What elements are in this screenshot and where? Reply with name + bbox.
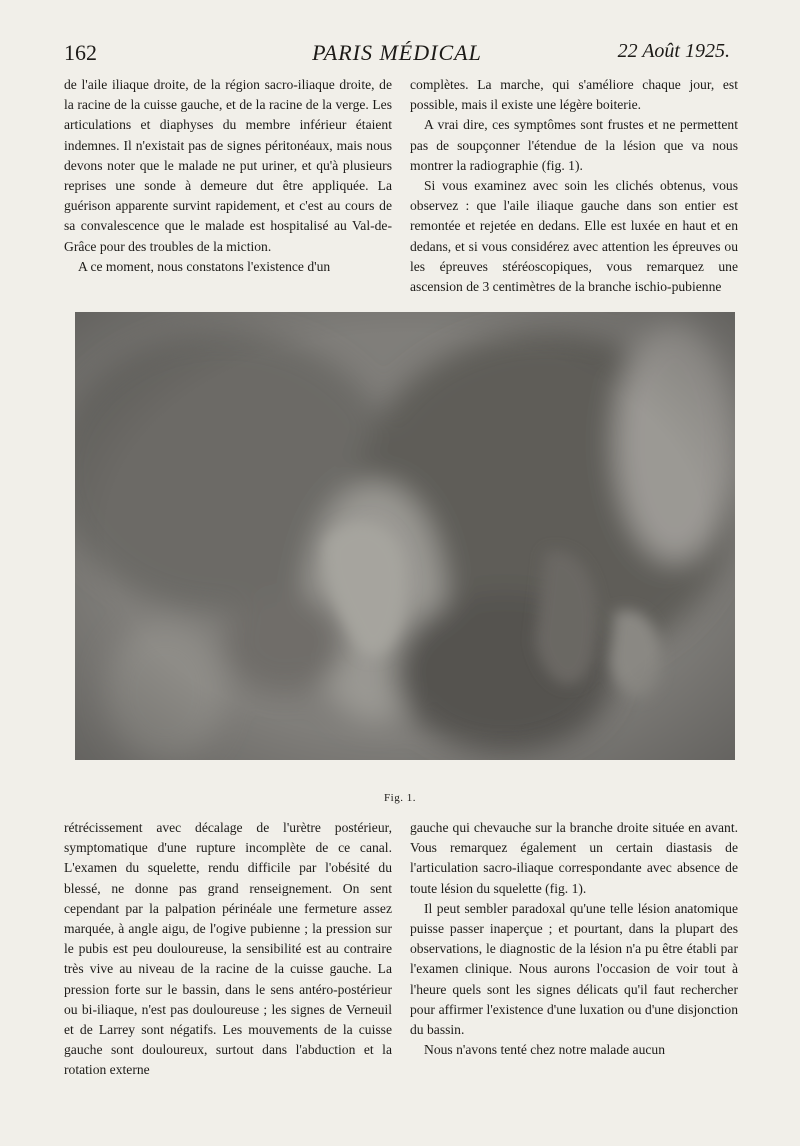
paragraph: A ce moment, nous constatons l'existence d'un — [78, 258, 331, 274]
column-top-left — [64, 75, 392, 277]
page-header — [64, 40, 730, 70]
paragraph: Il peut sembler paradoxal qu'une telle lésion anatomique puisse passer inaperçue ; et pourtant, dans la plupart des observations, le diagnostic de la lésion n'a pu être établi par l'examen clinique. Nous aurons l'occasion de voir tout à l'heure quels sont les signes délicats qu'il faut rechercher pour affirmer l'existence d'une luxation ou d'une disjonction du bassin. — [410, 900, 738, 1038]
paragraph: de l'aile iliaque droite, de la région sacro-iliaque droite, de la racine de la cuisse gauche, et de la racine de la verge. Les articulations et diaphyses du membre inférieur étaient indemnes. Il n'existait pas de signes péritonéaux, mais nous devons noter que le malade ne put uriner, et qu'à plusieurs reprises une sonde à demeure dut être appliquée. La guérison apparente survint rapidement, et c'est au cours de sa convalescence que le malade est hospitalisé au Val-de-Grâce pour des troubles de la miction. — [64, 77, 392, 254]
issue-date: 22 Août 1925. — [617, 40, 730, 62]
paragraph: gauche qui chevauche sur la branche droite située en avant. Vous remarquez également un certain diastasis de l'articulation sacro-iliaque correspondante avec absence de toute lésion du squelette (fig. 1). — [410, 820, 738, 896]
radiograph-figure — [75, 312, 735, 760]
column-bottom-left — [64, 818, 392, 1081]
figure-caption: Fig. 1. — [384, 792, 416, 804]
column-bottom-right — [410, 818, 738, 1060]
paragraph: rétrécissement avec décalage de l'urètre postérieur, symptomatique d'une rupture incomplète de ce canal. L'examen du squelette, rendu difficile par l'obésité du blessé, ne donne pas grand renseignement. On sent cependant par la palpation périnéale une fermeture assez marquée, à angle aigu, de l'ogive pubienne ; la pression sur le pubis est peu douloureuse, la sensibilité est au contraire très vive au niveau de la racine de la cuisse gauche. La pression forte sur le bassin, dans le sens antéro-postérieur ou bi-iliaque, n'est pas douloureuse ; les signes de Verneuil et de Larrey sont négatifs. Les mouvements de la cuisse gauche sont douloureux, surtout dans l'abduction et la rotation externe — [64, 820, 392, 1078]
column-top-right — [410, 75, 738, 297]
page-number: 162 — [64, 40, 97, 65]
paragraph: A vrai dire, ces symptômes sont frustes et ne permettent pas de soupçonner l'étendue de la lésion que va nous montrer la radiographie (fig. 1). — [410, 117, 738, 173]
paragraph: Si vous examinez avec soin les clichés obtenus, vous observez : que l'aile iliaque gauche dans son entier est remontée et rejetée en dedans. Elle est luxée en haut et en dedans, et si vous considérez avec attention les épreuves ou les épreuves stéréoscopiques, vous remarquez une ascension de 3 centimètres de la branche ischio-pubienne — [410, 178, 738, 295]
paragraph: Nous n'avons tenté chez notre malade aucun — [424, 1042, 666, 1058]
journal-title: PARIS MÉDICAL — [312, 40, 482, 65]
paragraph: complètes. La marche, qui s'améliore chaque jour, est possible, mais il existe une légère boiterie. — [410, 77, 738, 113]
radiograph-image — [75, 312, 735, 760]
